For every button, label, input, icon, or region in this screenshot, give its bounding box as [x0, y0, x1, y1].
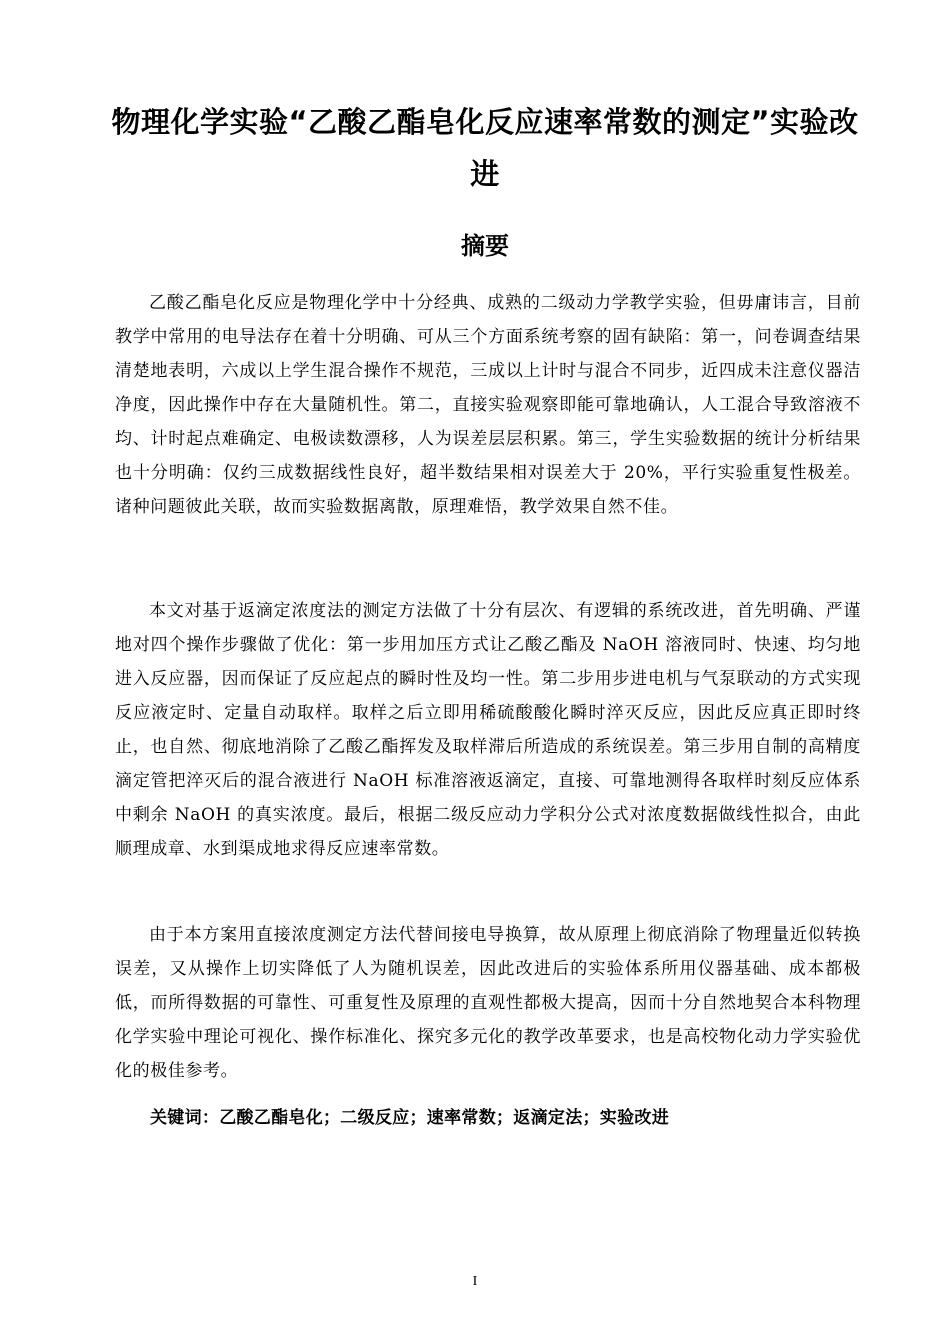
page-number: I	[472, 1274, 478, 1289]
keywords-line: 关键词：乙酸乙酯皂化；二级反应；速率常数；返滴定法；实验改进	[150, 1108, 669, 1128]
abstract-heading: 摘要	[461, 232, 509, 260]
document-title: 物理化学实验“乙酸乙酯皂化反应速率常数的测定”实验改进	[111, 105, 859, 191]
abstract-paragraph-2: 本文对基于返滴定浓度法的测定方法做了十分有层次、有逻辑的系统改进，首先明确、严谨地对四个操作步骤做了优化：第一步用加压方式让乙酸乙酯及 NaOH 溶液同时、快速、均匀地进入反应器，因而保证了反应起点的瞬时性及均一性。第二步用步进电机与气泵联动的方式实现反应液定时、定量自动取样。取样之后立即用稀硫酸酸化瞬时淬灭反应，因此反应真正即时终止，也自然、彻底地消除了乙酸乙酯挥发及取样滞后所造成的系统误差。第三步用自制的高精度滴定管把淬灭后的混合液进行 NaOH 标准溶液返滴定，直接、可靠地测得各取样时刻反应体系中剩余 NaOH 的真实浓度。最后，根据二级反应动力学积分公式对浓度数据做线性拟合，由此顺理成章、水到渠成地求得反应速率常数。	[115, 601, 861, 859]
abstract-paragraph-1: 乙酸乙酯皂化反应是物理化学中十分经典、成熟的二级动力学教学实验，但毋庸讳言，目前教学中常用的电导法存在着十分明确、可从三个方面系统考察的固有缺陷：第一，问卷调查结果清楚地表明，六成以上学生混合操作不规范，三成以上计时与混合不同步，近四成未注意仪器洁净度，因此操作中存在大量随机性。第二，直接实验观察即能可靠地确认，人工混合导致溶液不均、计时起点难确定、电极读数漂移，人为误差层层积累。第三，学生实验数据的统计分析结果也十分明确：仅约三成数据线性良好，超半数结果相对误差大于 20%，平行实验重复性极差。诸种问题彼此关联，故而实验数据离散，原理难悟，教学效果自然不佳。	[115, 293, 861, 517]
abstract-paragraph-3: 由于本方案用直接浓度测定方法代替间接电导换算，故从原理上彻底消除了物理量近似转换误差，又从操作上切实降低了人为随机误差，因此改进后的实验体系所用仪器基础、成本都极低，而所得数据的可靠性、可重复性及原理的直观性都极大提高，因而十分自然地契合本科物理化学实验中理论可视化、操作标准化、探究多元化的教学改革要求，也是高校物化动力学实验优化的极佳参考。	[115, 925, 861, 1081]
